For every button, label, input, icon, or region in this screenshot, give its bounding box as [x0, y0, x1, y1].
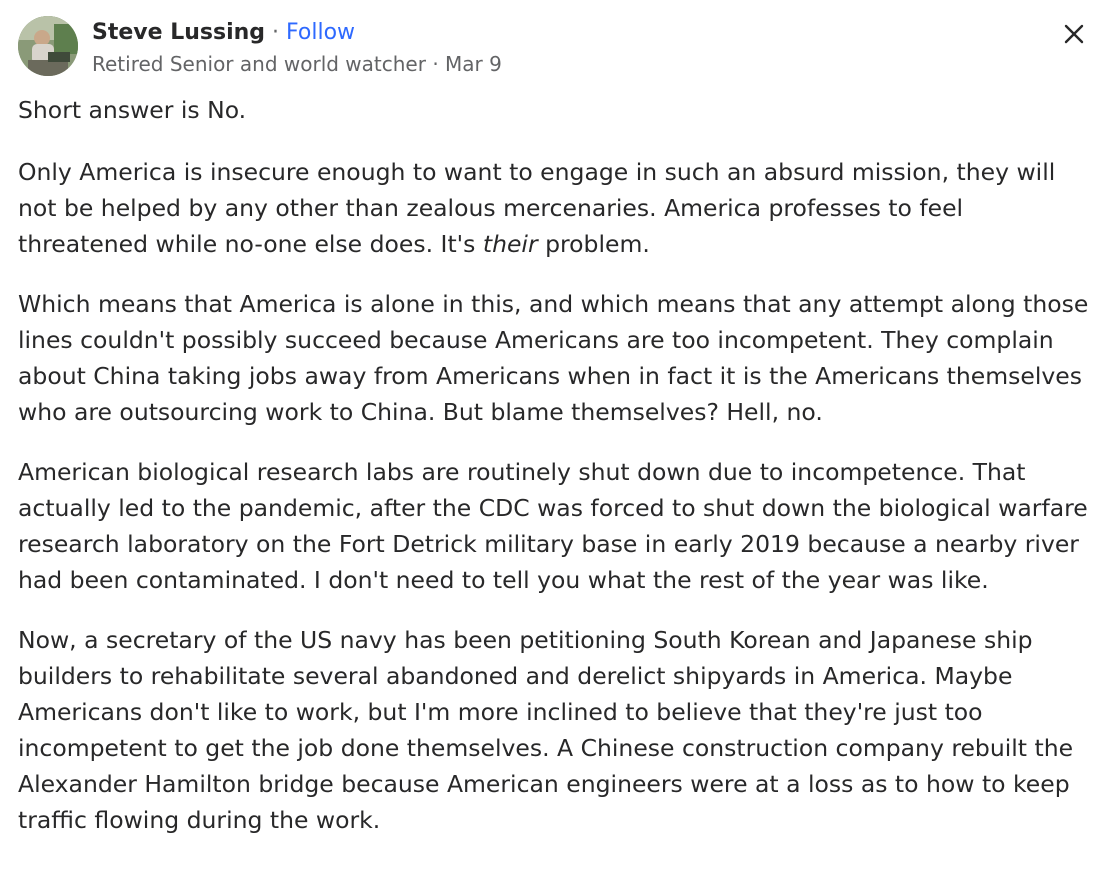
post-date[interactable]: Mar 9 — [445, 52, 502, 76]
follow-button[interactable]: Follow — [286, 20, 356, 45]
avatar-photo-icon — [18, 16, 78, 76]
paragraph-2-text-b: problem. — [537, 230, 650, 258]
close-button[interactable] — [1060, 20, 1088, 48]
post-body — [18, 92, 1098, 862]
meta-separator: · — [425, 52, 446, 76]
paragraph-2-italic: their — [482, 230, 538, 258]
close-icon — [1060, 20, 1088, 48]
paragraph-4: American biological research labs are routinely shut down due to incompetence. That actually led to the pandemic, after the CDC was forced to shut down the biological warfare research laboratory on the Fort Detrick military base in early 2019 because a nearby river had been contaminated. I don't need to tell you what the rest of the year was like. — [18, 458, 1088, 594]
author-line — [92, 18, 355, 48]
paragraph-1: Short answer is No. — [18, 96, 247, 124]
author-meta — [92, 50, 502, 78]
paragraph-2-text-a: Only America is insecure enough to want to engage in such an absurd mission, they will not be helped by any other than zealous mercenaries. America professes to feel threatened while no-one else does. It's — [18, 158, 1056, 258]
paragraph-2 — [18, 154, 1098, 262]
author-avatar[interactable] — [18, 16, 78, 76]
author-separator: · — [265, 20, 287, 45]
paragraph-3: Which means that America is alone in this, and which means that any attempt along those lines couldn't possibly succeed because Americans are too incompetent. They complain about China taking jobs away from Americans when in fact it is the Americans themselves who are outsourcing work to China. But blame themselves? Hell, no. — [18, 290, 1089, 426]
post-header — [18, 14, 1088, 80]
paragraph-5: Now, a secretary of the US navy has been petitioning South Korean and Japanese ship builders to rehabilitate several abandoned and derelict shipyards in America. Maybe Americans don't like to work, but I'm more inclined to believe that they're just too incompetent to get the job done themselves. A Chinese construction company rebuilt the Alexander Hamilton bridge because American engineers were at a loss as to how to keep traffic flowing during the work. — [18, 626, 1074, 834]
author-name[interactable]: Steve Lussing — [92, 20, 266, 45]
author-credential: Retired Senior and world watcher — [92, 52, 426, 76]
